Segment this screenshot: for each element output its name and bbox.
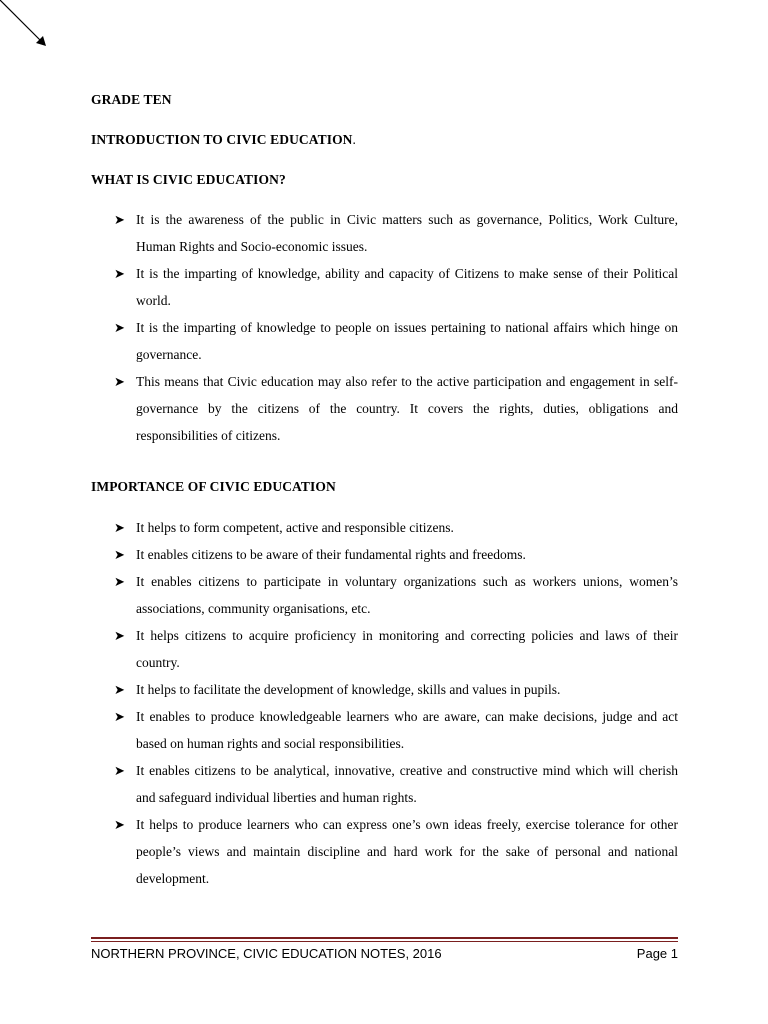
list-item-text: It is the imparting of knowledge, ability and capacity of Citizens to make sense of their Political world. [136,266,678,308]
arrow-bullet-icon: ➤ [114,628,125,643]
list-item-text: It helps to form competent, active and responsible citizens. [136,520,454,535]
list-item-text: It is the imparting of knowledge to people on issues pertaining to national affairs which hinge on governance. [136,320,678,362]
list-item [91,260,678,314]
what-list [91,206,678,449]
intro-heading [91,132,356,148]
arrow-bullet-icon: ➤ [114,520,125,535]
list-item-text: It enables citizens to be analytical, innovative, creative and constructive mind which will cherish and safeguard individual liberties and human rights. [136,763,678,805]
importance-list [91,514,678,892]
list-item [91,622,678,676]
arrow-bullet-icon: ➤ [114,547,125,562]
list-item-text: It is the awareness of the public in Civic matters such as governance, Politics, Work Culture, Human Rights and Socio-economic issues. [136,212,678,254]
list-item-text: It enables citizens to be aware of their fundamental rights and freedoms. [136,547,526,562]
footer-title: NORTHERN PROVINCE, CIVIC EDUCATION NOTES, 2016 [91,946,442,961]
arrow-bullet-icon: ➤ [114,212,125,227]
arrow-bullet-icon: ➤ [114,709,125,724]
intro-heading-text: INTRODUCTION TO CIVIC EDUCATION [91,132,353,147]
arrow-bullet-icon: ➤ [114,574,125,589]
list-item-text: It helps to produce learners who can express one’s own ideas freely, exercise tolerance for other people’s views and maintain discipline and hard work for the sake of personal and national development. [136,817,678,886]
importance-heading: IMPORTANCE OF CIVIC EDUCATION [91,479,336,494]
footer-rule-thin [91,941,678,942]
what-heading: WHAT IS CIVIC EDUCATION? [91,172,286,187]
list-item-text: It enables to produce knowledgeable learners who are aware, can make decisions, judge and act based on human rights and social responsibilities. [136,709,678,751]
intro-heading-dot: . [352,132,357,147]
page-footer [91,946,678,961]
arrow-bullet-icon: ➤ [114,320,125,335]
arrow-bullet-icon: ➤ [114,266,125,281]
arrow-bullet-icon: ➤ [114,374,125,389]
list-item [91,568,678,622]
list-item [91,368,678,449]
footer-rule [91,937,678,942]
list-item [91,811,678,892]
list-item [91,206,678,260]
list-item-text: This means that Civic education may also refer to the active participation and engagement in self-governance by the citizens of the country. It covers the rights, duties, obligations and responsibilities of citizens. [136,374,678,443]
list-item [91,541,678,568]
corner-arrow-icon [0,0,50,50]
list-item [91,757,678,811]
list-item-text: It enables citizens to participate in voluntary organizations such as workers unions, women’s associations, community organisations, etc. [136,574,678,616]
arrow-bullet-icon: ➤ [114,817,125,832]
arrow-bullet-icon: ➤ [114,682,125,697]
arrow-bullet-icon: ➤ [114,763,125,778]
list-item [91,676,678,703]
grade-heading: GRADE TEN [91,92,172,107]
list-item-text: It helps citizens to acquire proficiency in monitoring and correcting policies and laws of their country. [136,628,678,670]
list-item [91,514,678,541]
list-item [91,314,678,368]
list-item-text: It helps to facilitate the development of knowledge, skills and values in pupils. [136,682,561,697]
list-item [91,703,678,757]
page-number: Page 1 [636,946,678,961]
